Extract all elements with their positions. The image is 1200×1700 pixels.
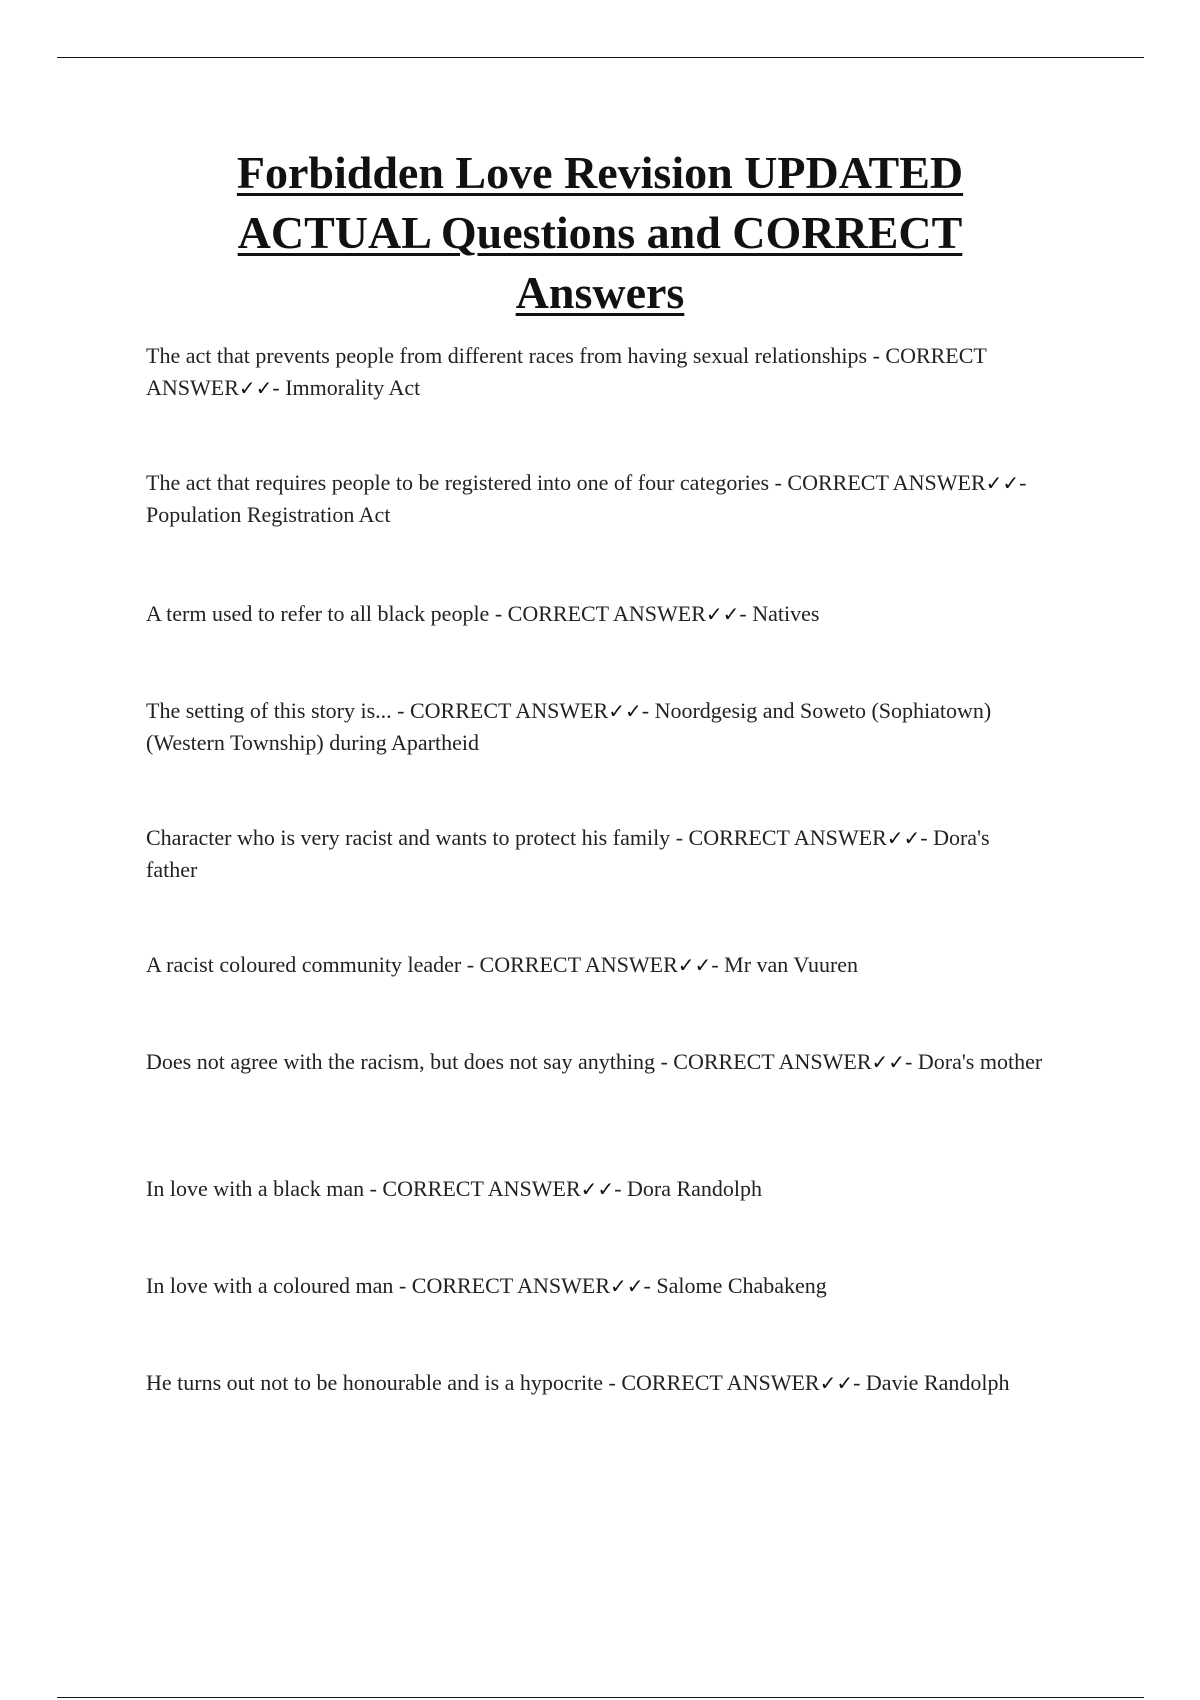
answer-text: Immorality Act — [285, 375, 421, 400]
qa-item-6 — [146, 949, 1046, 981]
double-check-icon: ✓✓ — [985, 471, 1020, 495]
answer-dash: - — [920, 825, 934, 850]
double-check-icon: ✓✓ — [705, 602, 740, 626]
correct-answer-label: - CORRECT ANSWER — [670, 825, 887, 850]
double-check-icon: ✓✓ — [608, 699, 642, 723]
answer-text: Dora's mother — [917, 1049, 1043, 1074]
qa-item-9 — [146, 1270, 1046, 1302]
answer-text: Population Registration Act — [146, 502, 391, 527]
question-text: A racist coloured community leader — [146, 952, 462, 977]
qa-item-2 — [146, 467, 1046, 531]
answer-text: Mr van Vuuren — [724, 952, 859, 977]
answer-text: Salome Chabakeng — [656, 1273, 827, 1298]
answer-text: Natives — [752, 601, 820, 626]
answer-dash: - — [1019, 470, 1027, 495]
correct-answer-label: - CORRECT ANSWER — [364, 1176, 581, 1201]
footer-rule — [57, 1697, 1144, 1698]
answer-dash: - — [641, 698, 655, 723]
double-check-icon: ✓✓ — [580, 1177, 615, 1201]
answer-text: Davie Randolph — [865, 1370, 1010, 1395]
answer-dash: - — [739, 601, 753, 626]
question-text: The setting of this story is... — [146, 698, 392, 723]
double-check-icon: ✓✓ — [238, 376, 273, 400]
answer-text: Noordgesig and Soweto (Sophiatown) (Western Township) during Apartheid — [146, 698, 992, 755]
qa-item-4 — [146, 695, 1046, 759]
double-check-icon: ✓✓ — [871, 1050, 906, 1074]
qa-item-10 — [146, 1367, 1046, 1399]
qa-item-5 — [146, 822, 1046, 886]
correct-answer-label: - CORRECT ANSWER — [769, 470, 986, 495]
answer-dash: - — [614, 1176, 628, 1201]
correct-answer-label: - CORRECT ANSWER — [489, 601, 706, 626]
correct-answer-label: - CORRECT ANSWER — [393, 1273, 610, 1298]
qa-item-8 — [146, 1173, 1046, 1205]
correct-answer-label: - CORRECT ANSWER — [654, 1049, 872, 1074]
qa-item-1 — [146, 340, 1046, 404]
answer-dash: - — [643, 1273, 657, 1298]
answer-text: Dora's father — [146, 825, 990, 882]
header-rule — [57, 57, 1144, 58]
correct-answer-label: - CORRECT ANSWER — [461, 952, 678, 977]
question-text: He turns out not to be honourable and is a hypocrite — [146, 1370, 604, 1395]
question-text: Character who is very racist and wants to protect his family — [146, 825, 671, 850]
question-text: A term used to refer to all black people — [146, 601, 490, 626]
question-text: Does not agree with the racism, but does not say anything — [146, 1049, 655, 1074]
correct-answer-label: - CORRECT ANSWER — [391, 698, 609, 723]
question-text: In love with a black man — [146, 1176, 365, 1201]
qa-item-3 — [146, 598, 1046, 630]
double-check-icon: ✓✓ — [677, 953, 712, 977]
correct-answer-label: - CORRECT ANSWER — [146, 343, 987, 400]
document-title: Forbidden Love Revision UPDATED ACTUAL Questions and CORRECT Answers — [236, 147, 964, 318]
answer-dash: - — [711, 952, 725, 977]
question-text: The act that prevents people from different races from having sexual relationships — [146, 343, 868, 368]
question-text: In love with a coloured man — [146, 1273, 394, 1298]
answer-dash: - — [272, 375, 286, 400]
qa-item-7 — [146, 1046, 1046, 1078]
question-text: The act that requires people to be registered into one of four categories — [146, 470, 770, 495]
double-check-icon: ✓✓ — [819, 1371, 854, 1395]
correct-answer-label: - CORRECT ANSWER — [603, 1370, 820, 1395]
double-check-icon: ✓✓ — [610, 1274, 644, 1298]
double-check-icon: ✓✓ — [886, 826, 921, 850]
answer-dash: - — [853, 1370, 866, 1395]
answer-dash: - — [905, 1049, 918, 1074]
answer-text: Dora Randolph — [627, 1176, 763, 1201]
